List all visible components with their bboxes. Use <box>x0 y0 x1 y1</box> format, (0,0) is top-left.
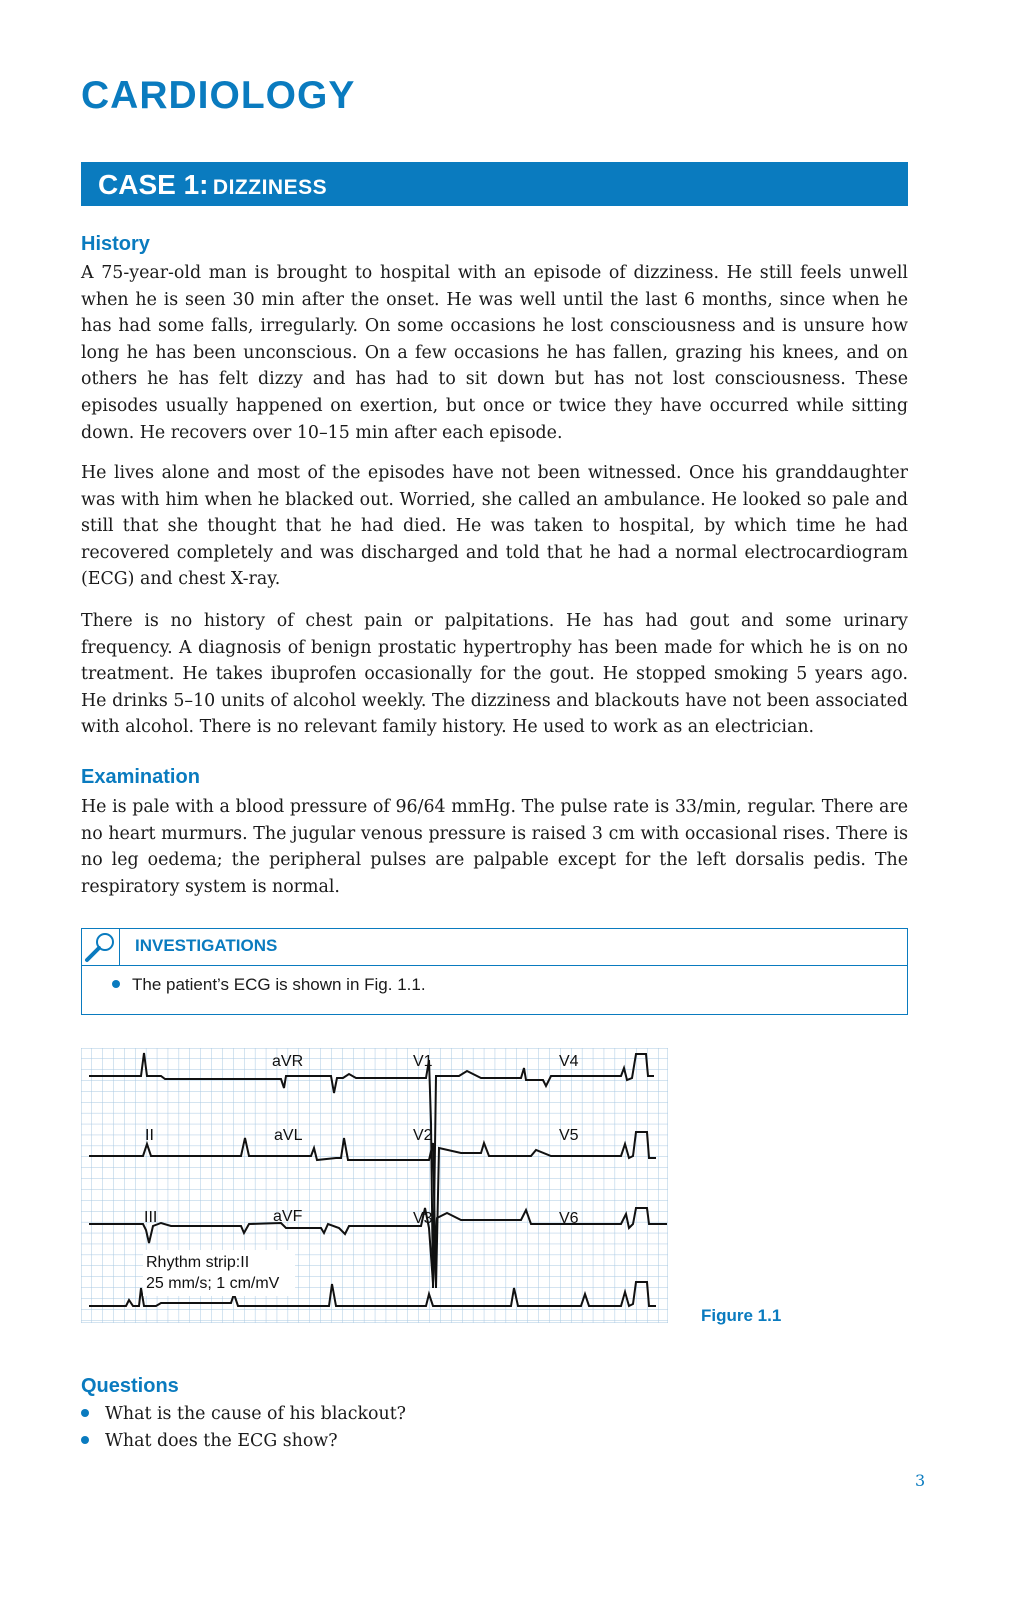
investigation-item: The patient’s ECG is shown in Fig. 1.1. <box>112 975 426 995</box>
examination-heading: Examination <box>81 766 200 788</box>
figure-caption: Figure 1.1 <box>701 1306 782 1325</box>
lead-label: V1 <box>413 1053 433 1070</box>
history-paragraph-2: He lives alone and most of the episodes have not been witnessed. Once his granddaughter was with him when he blacked out. Worried, she called an ambulance. He looked so pale and still that she thought that he had died. He was taken to hospital, by which time he had recovered completely and was discharged and told that he had a normal electrocardiogram (ECG) and chest X-ray. <box>81 463 908 590</box>
history-paragraph-3: There is no history of chest pain or palpitations. He has had gout and some urinary frequency. A diagnosis of benign prostatic hypertrophy has been made for which he is on no treatment. He takes ibuprofen occasionally for the gout. He stopped smoking 5 years ago. He drinks 5–10 units of alcohol weekly. The dizziness and blackouts have not been associated with alcohol. There is no relevant family history. He used to work as an electrician. <box>81 611 908 738</box>
questions-heading: Questions <box>81 1375 179 1397</box>
investigations-box <box>81 928 908 1015</box>
lead-label: V4 <box>559 1053 579 1070</box>
lead-label: aVR <box>272 1053 304 1070</box>
magnifier-icon <box>82 929 119 965</box>
examination-text: He is pale with a blood pressure of 96/64 mmHg. The pulse rate is 33/min, regular. There are no heart murmurs. The jugular venous pressure is raised 3 cm with occasional rises. There is no leg oedema; the peripheral pulses are palpable except for the left dorsalis pedis. The respiratory system is normal. <box>81 797 908 897</box>
lead-label: III <box>144 1209 158 1226</box>
investigations-title: INVESTIGATIONS <box>135 936 278 955</box>
lead-label: V3 <box>413 1210 433 1227</box>
question-item: What is the cause of his blackout? <box>81 1404 406 1424</box>
lead-label: V5 <box>559 1127 579 1144</box>
bullet-icon <box>112 980 120 988</box>
case-number: CASE 1: <box>98 169 209 200</box>
calibration-label: 25 mm/s; 1 cm/mV <box>146 1275 280 1292</box>
history-paragraph-1: A 75-year-old man is brought to hospital with an episode of dizziness. He still feels unwell when he is seen 30 min after the onset. He was well until the last 6 months, since when he has had some falls, irregularly. On some occasions he lost consciousness and is unsure how long he has been unconscious. On a few occasions he has fallen, grazing his knees, and on others he has felt dizzy and has had to sit down but has not lost consciousness. These episodes usually happened on exertion, but once or twice they have occurred while sitting down. He recovers over 10–15 min after each episode. <box>81 263 908 443</box>
bullet-icon <box>81 1436 89 1444</box>
ecg-figure <box>81 1048 668 1323</box>
lead-label: V6 <box>559 1210 579 1227</box>
lead-label: V2 <box>413 1127 433 1144</box>
lead-label: II <box>145 1127 154 1144</box>
page-number: 3 <box>915 1471 926 1490</box>
question-item: What does the ECG show? <box>81 1431 338 1451</box>
history-heading: History <box>81 233 150 255</box>
lead-label: aVF <box>273 1208 303 1225</box>
bullet-icon <box>81 1409 89 1417</box>
rhythm-strip-label: Rhythm strip:II <box>146 1254 250 1271</box>
case-banner <box>81 162 908 206</box>
lead-label: aVL <box>274 1127 303 1144</box>
chapter-title: CARDIOLOGY <box>81 74 356 117</box>
case-title: DIZZINESS <box>212 176 328 199</box>
